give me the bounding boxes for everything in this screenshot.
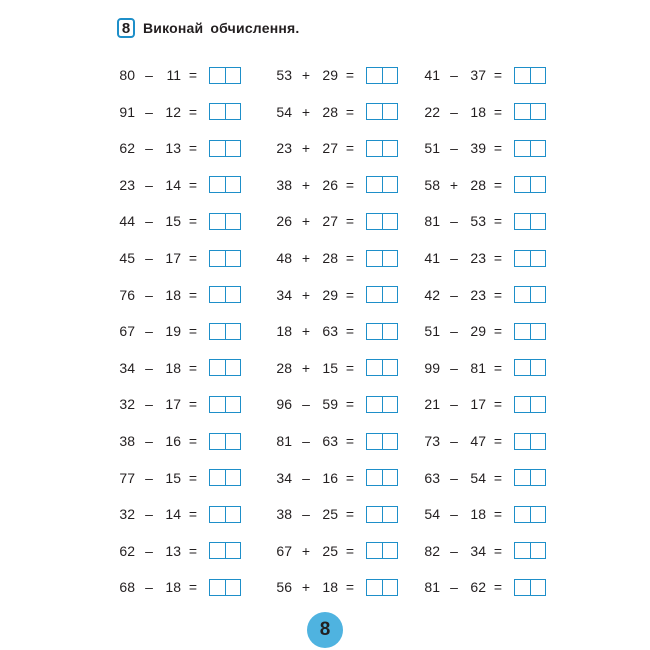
exercise-row <box>0 576 650 598</box>
exercise <box>422 357 546 379</box>
answer-digit-cell[interactable] <box>515 543 530 558</box>
operand-b: 15 <box>165 469 181 486</box>
equals-sign: = <box>188 359 198 376</box>
answer-digit-cell[interactable] <box>530 397 546 412</box>
equals-sign: = <box>493 213 503 230</box>
exercise <box>422 503 546 525</box>
operand-b: 18 <box>470 103 486 120</box>
answer-digit-cell[interactable] <box>515 324 530 339</box>
operator: – <box>145 359 153 376</box>
equals-sign: = <box>345 286 355 303</box>
answer-box[interactable] <box>514 323 546 340</box>
equals-sign: = <box>493 103 503 120</box>
exercise-row <box>0 320 650 342</box>
operand-a: 48 <box>276 250 292 266</box>
operand-a: 53 <box>276 67 292 83</box>
operand-b: 34 <box>470 542 486 559</box>
operator: – <box>145 542 153 559</box>
equals-sign: = <box>345 213 355 230</box>
operand-b: 15 <box>322 359 338 376</box>
operator: – <box>145 506 153 523</box>
operand-b: 27 <box>322 213 338 230</box>
operand-b: 17 <box>165 396 181 413</box>
operand-b: 19 <box>165 323 181 340</box>
exercise <box>422 64 546 86</box>
operand-a: 67 <box>119 323 135 340</box>
equals-sign: = <box>493 579 503 596</box>
exercise-row <box>0 174 650 196</box>
equals-sign: = <box>188 579 198 596</box>
operand-a: 41 <box>424 250 440 266</box>
operator: – <box>450 213 458 230</box>
operand-a: 34 <box>119 359 135 376</box>
operator: – <box>450 433 458 449</box>
operand-a: 34 <box>276 469 292 486</box>
equals-sign: = <box>493 286 503 303</box>
exercise-row <box>0 137 650 159</box>
operand-a: 63 <box>424 469 440 486</box>
operator: – <box>302 469 310 486</box>
answer-digit-cell[interactable] <box>515 141 530 156</box>
exercise <box>422 174 546 196</box>
operator: – <box>145 579 153 596</box>
answer-digit-cell[interactable] <box>530 434 546 449</box>
exercise <box>422 393 546 415</box>
operand-b: 26 <box>322 176 338 193</box>
equals-sign: = <box>345 103 355 120</box>
exercise-row <box>0 357 650 379</box>
operand-b: 18 <box>165 579 181 596</box>
equals-sign: = <box>345 250 355 266</box>
operand-a: 58 <box>424 176 440 193</box>
operand-b: 54 <box>470 469 486 486</box>
operand-b: 23 <box>470 250 486 266</box>
operand-b: 28 <box>322 250 338 266</box>
operand-b: 29 <box>470 323 486 340</box>
operator: – <box>145 286 153 303</box>
equals-sign: = <box>345 176 355 193</box>
task-number-badge: 8 <box>117 18 135 38</box>
operand-b: 47 <box>470 433 486 449</box>
operator: + <box>301 323 311 340</box>
operand-a: 91 <box>119 103 135 120</box>
operand-a: 81 <box>424 579 440 596</box>
equals-sign: = <box>345 359 355 376</box>
operator: + <box>301 250 311 266</box>
operator: – <box>450 67 458 83</box>
operand-a: 38 <box>276 506 292 523</box>
operator: + <box>301 67 311 83</box>
equals-sign: = <box>493 506 503 523</box>
operand-a: 26 <box>276 213 292 230</box>
operator: – <box>145 213 153 230</box>
equals-sign: = <box>345 140 355 157</box>
answer-box[interactable] <box>514 579 546 596</box>
equals-sign: = <box>345 542 355 559</box>
answer-box[interactable] <box>514 140 546 157</box>
answer-box[interactable] <box>514 433 546 450</box>
operand-a: 81 <box>424 213 440 230</box>
exercise-row <box>0 503 650 525</box>
equals-sign: = <box>493 176 503 193</box>
answer-digit-cell[interactable] <box>530 141 546 156</box>
exercise-row <box>0 467 650 489</box>
operator: – <box>145 323 153 340</box>
operator: – <box>302 506 310 523</box>
exercise-row <box>0 430 650 452</box>
operand-a: 56 <box>276 579 292 596</box>
operator: + <box>301 176 311 193</box>
operator: + <box>301 359 311 376</box>
equals-sign: = <box>493 140 503 157</box>
operand-b: 29 <box>322 286 338 303</box>
operand-a: 23 <box>276 140 292 157</box>
exercise-row <box>0 101 650 123</box>
operand-b: 28 <box>470 176 486 193</box>
operator: – <box>145 396 153 413</box>
equals-sign: = <box>345 67 355 83</box>
operator: – <box>450 506 458 523</box>
equals-sign: = <box>188 250 198 266</box>
answer-digit-cell[interactable] <box>530 543 546 558</box>
operator: + <box>449 176 459 193</box>
operand-a: 77 <box>119 469 135 486</box>
operator: + <box>301 103 311 120</box>
exercise-row <box>0 393 650 415</box>
equals-sign: = <box>188 67 198 83</box>
answer-digit-cell[interactable] <box>515 287 530 302</box>
operator: – <box>145 67 153 83</box>
operand-b: 14 <box>165 176 181 193</box>
operand-a: 67 <box>276 542 292 559</box>
operand-a: 80 <box>119 67 135 83</box>
operand-b: 62 <box>470 579 486 596</box>
exercise <box>422 247 546 269</box>
answer-digit-cell[interactable] <box>515 470 530 485</box>
operand-b: 59 <box>322 396 338 413</box>
answer-digit-cell[interactable] <box>515 580 530 595</box>
equals-sign: = <box>493 67 503 83</box>
answer-digit-cell[interactable] <box>530 68 546 83</box>
equals-sign: = <box>188 286 198 303</box>
answer-box[interactable] <box>514 542 546 559</box>
operand-b: 63 <box>322 433 338 449</box>
operand-a: 76 <box>119 286 135 303</box>
operator: – <box>450 140 458 157</box>
exercise <box>422 576 546 598</box>
operand-a: 34 <box>276 286 292 303</box>
operand-b: 53 <box>470 213 486 230</box>
answer-digit-cell[interactable] <box>515 397 530 412</box>
answer-box[interactable] <box>514 359 546 376</box>
operand-a: 51 <box>424 140 440 157</box>
equals-sign: = <box>188 103 198 120</box>
operand-b: 13 <box>165 140 181 157</box>
equals-sign: = <box>345 396 355 413</box>
equals-sign: = <box>188 542 198 559</box>
operator: + <box>301 579 311 596</box>
operand-b: 27 <box>322 140 338 157</box>
operand-b: 28 <box>322 103 338 120</box>
operator: – <box>302 396 310 413</box>
equals-sign: = <box>493 250 503 266</box>
equals-sign: = <box>188 213 198 230</box>
answer-box[interactable] <box>514 67 546 84</box>
answer-digit-cell[interactable] <box>515 214 530 229</box>
exercise-row <box>0 210 650 232</box>
operator: + <box>301 213 311 230</box>
operand-b: 18 <box>470 506 486 523</box>
answer-digit-cell[interactable] <box>530 287 546 302</box>
equals-sign: = <box>345 469 355 486</box>
operand-a: 68 <box>119 579 135 596</box>
operator: + <box>301 286 311 303</box>
operand-a: 54 <box>276 103 292 120</box>
operator: – <box>450 323 458 340</box>
answer-digit-cell[interactable] <box>515 360 530 375</box>
operand-b: 12 <box>165 103 181 120</box>
operator: – <box>450 469 458 486</box>
operator: – <box>145 176 153 193</box>
operator: – <box>145 433 153 449</box>
operator: – <box>450 250 458 266</box>
operand-b: 18 <box>165 359 181 376</box>
operand-b: 13 <box>165 542 181 559</box>
operand-b: 14 <box>165 506 181 523</box>
equals-sign: = <box>188 469 198 486</box>
answer-digit-cell[interactable] <box>515 507 530 522</box>
answer-digit-cell[interactable] <box>515 434 530 449</box>
equals-sign: = <box>188 323 198 340</box>
operator: + <box>301 542 311 559</box>
operand-a: 44 <box>119 213 135 230</box>
answer-digit-cell[interactable] <box>530 177 546 192</box>
answer-digit-cell[interactable] <box>530 324 546 339</box>
operand-a: 28 <box>276 359 292 376</box>
equals-sign: = <box>345 579 355 596</box>
answer-box[interactable] <box>514 213 546 230</box>
exercise <box>422 137 546 159</box>
exercise <box>422 540 546 562</box>
operator: – <box>450 359 458 376</box>
operator: – <box>450 542 458 559</box>
operand-b: 37 <box>470 67 486 83</box>
operand-a: 51 <box>424 323 440 340</box>
answer-digit-cell[interactable] <box>530 507 546 522</box>
answer-digit-cell[interactable] <box>530 251 546 266</box>
exercise-row <box>0 64 650 86</box>
equals-sign: = <box>493 469 503 486</box>
answer-digit-cell[interactable] <box>530 104 546 119</box>
operand-b: 29 <box>322 67 338 83</box>
task-title: Виконай обчислення. <box>143 20 300 36</box>
equals-sign: = <box>188 506 198 523</box>
operand-a: 99 <box>424 359 440 376</box>
operand-b: 11 <box>166 67 181 83</box>
operand-a: 18 <box>276 323 292 340</box>
operand-b: 25 <box>322 542 338 559</box>
operand-a: 96 <box>276 396 292 413</box>
operator: – <box>145 469 153 486</box>
equals-sign: = <box>188 396 198 413</box>
exercise-row <box>0 540 650 562</box>
operand-a: 38 <box>276 176 292 193</box>
answer-box[interactable] <box>514 506 546 523</box>
equals-sign: = <box>188 176 198 193</box>
operand-b: 15 <box>165 213 181 230</box>
operand-a: 82 <box>424 542 440 559</box>
answer-digit-cell[interactable] <box>515 104 530 119</box>
operand-b: 81 <box>470 359 486 376</box>
equals-sign: = <box>345 506 355 523</box>
equals-sign: = <box>188 140 198 157</box>
exercise <box>422 320 546 342</box>
operand-a: 21 <box>424 396 440 413</box>
operator: – <box>450 396 458 413</box>
operand-a: 41 <box>424 67 440 83</box>
operand-a: 73 <box>424 433 440 449</box>
operand-a: 62 <box>119 140 135 157</box>
answer-box[interactable] <box>514 176 546 193</box>
operand-b: 18 <box>322 579 338 596</box>
operator: – <box>450 579 458 596</box>
answer-box[interactable] <box>514 103 546 120</box>
exercise-row <box>0 284 650 306</box>
exercise <box>422 467 546 489</box>
exercise <box>422 101 546 123</box>
answer-box[interactable] <box>514 250 546 267</box>
operand-a: 42 <box>424 286 440 303</box>
page-number-badge: 8 <box>307 612 343 648</box>
operand-b: 63 <box>322 323 338 340</box>
operand-b: 17 <box>470 396 486 413</box>
exercise <box>422 284 546 306</box>
operator: – <box>450 286 458 303</box>
operator: – <box>145 103 153 120</box>
answer-digit-cell[interactable] <box>515 68 530 83</box>
answer-digit-cell[interactable] <box>515 251 530 266</box>
answer-box[interactable] <box>514 469 546 486</box>
operand-b: 23 <box>470 286 486 303</box>
answer-digit-cell[interactable] <box>530 214 546 229</box>
answer-box[interactable] <box>514 396 546 413</box>
operand-b: 18 <box>165 286 181 303</box>
operand-a: 23 <box>119 176 135 193</box>
exercise-row <box>0 247 650 269</box>
operand-a: 32 <box>119 396 135 413</box>
operand-b: 25 <box>322 506 338 523</box>
operand-a: 32 <box>119 506 135 523</box>
answer-digit-cell[interactable] <box>530 580 546 595</box>
equals-sign: = <box>493 396 503 413</box>
operand-b: 17 <box>165 250 181 266</box>
equals-sign: = <box>493 433 503 449</box>
equals-sign: = <box>345 323 355 340</box>
operator: – <box>145 140 153 157</box>
answer-digit-cell[interactable] <box>530 470 546 485</box>
operand-a: 45 <box>119 250 135 266</box>
exercise <box>422 210 546 232</box>
operand-a: 62 <box>119 542 135 559</box>
operand-b: 16 <box>165 433 181 449</box>
answer-box[interactable] <box>514 286 546 303</box>
answer-digit-cell[interactable] <box>515 177 530 192</box>
operand-a: 22 <box>424 103 440 120</box>
answer-digit-cell[interactable] <box>530 360 546 375</box>
operand-a: 81 <box>276 433 292 449</box>
operator: – <box>302 433 310 449</box>
equals-sign: = <box>345 433 355 449</box>
equals-sign: = <box>493 323 503 340</box>
equals-sign: = <box>188 433 198 449</box>
operator: – <box>450 103 458 120</box>
operand-a: 38 <box>119 433 135 449</box>
operator: – <box>145 250 153 266</box>
operand-b: 39 <box>470 140 486 157</box>
exercise <box>422 430 546 452</box>
operator: + <box>301 140 311 157</box>
operand-b: 16 <box>322 469 338 486</box>
equals-sign: = <box>493 542 503 559</box>
equals-sign: = <box>493 359 503 376</box>
operand-a: 54 <box>424 506 440 523</box>
